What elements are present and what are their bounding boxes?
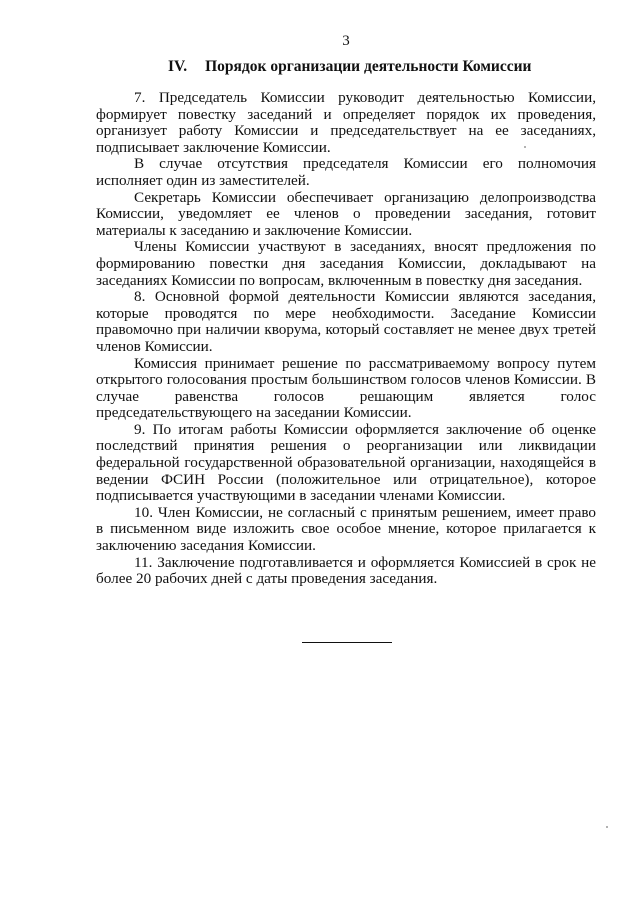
end-separator-line bbox=[302, 642, 392, 643]
paragraph-7-deputy: В случае отсутствия председателя Комиссии его полномочия исполняет один из заместителей. bbox=[96, 155, 596, 189]
section-title: Порядок организации деятельности Комиссии bbox=[205, 58, 532, 75]
scan-speck bbox=[524, 146, 526, 148]
section-numeral: IV. bbox=[168, 58, 188, 75]
paragraph-10: 10. Член Комиссии, не согласный с принятым решением, имеет право в письменном виде изложить свое особое мнение, которое прилагается к заключению заседания Комиссии. bbox=[96, 503, 596, 555]
paragraph-8-voting: Комиссия принимает решение по рассматриваемому вопросу путем открытого голосования простым большинством голосов членов Комиссии. В случае равенства голосов решающим является голос председательствующего на заседании Комиссии. bbox=[96, 354, 596, 422]
paragraph-9: 9. По итогам работы Комиссии оформляется заключение об оценке последствий принятия решения о реорганизации или ликвидации федеральной государственной образовательной организации, находящейся в ведении ФСИН России (положительное или отрицательное), которое подписывается участвующими в заседании членами Комиссии. bbox=[96, 420, 596, 505]
paragraph-11: 11. Заключение подготавливается и оформляется Комиссией в срок не более 20 рабочих дней с даты проведения заседания. bbox=[96, 553, 596, 588]
paragraph-8: 8. Основной формой деятельности Комиссии являются заседания, которые проводятся по мере необходимости. Заседание Комиссии правомочно при наличии кворума, который составляет не менее двух третей членов Комиссии. bbox=[96, 288, 596, 355]
paragraph-7: 7. Председатель Комиссии руководит деятельностью Комиссии, формирует повестку заседаний и определяет порядок их проведения, организует работу Комиссии и председательствует на ее заседаниях, подписывает заключение Комиссии. bbox=[96, 89, 596, 156]
scan-speck bbox=[606, 826, 608, 828]
section-heading bbox=[96, 58, 596, 76]
paragraph-7-members: Члены Комиссии участвуют в заседаниях, вносят предложения по формированию повестки дня заседания Комиссии, докладывают на заседаниях Комиссии по вопросам, включенным в повестку дня заседания. bbox=[96, 238, 596, 289]
paragraph-7-secretary: Секретарь Комиссии обеспечивает организацию делопроизводства Комиссии, уведомляет ее членов о проведении заседания, готовит материалы к заседанию и заключение Комиссии. bbox=[96, 188, 596, 239]
page-number: 3 bbox=[342, 33, 350, 49]
body-text bbox=[96, 90, 596, 588]
